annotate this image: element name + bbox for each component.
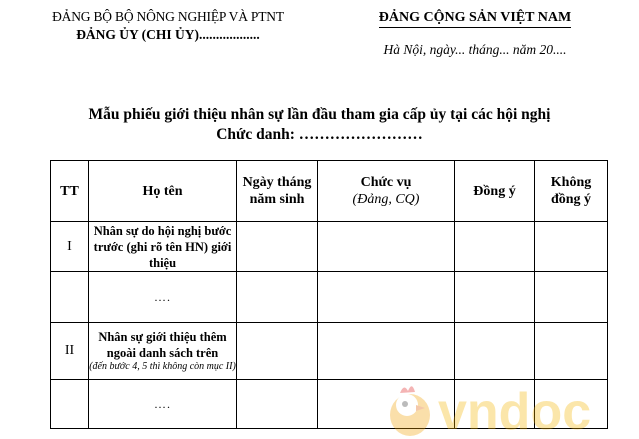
birth-date-cell	[237, 323, 318, 380]
header-position-label: Chức vụ	[360, 175, 412, 190]
disagree-cell	[535, 323, 608, 380]
header-position	[318, 161, 455, 222]
table-row	[51, 272, 608, 323]
birth-date-cell	[237, 272, 318, 323]
form-title	[0, 105, 639, 145]
agree-cell	[455, 222, 535, 272]
nominee-note: (đến bước 4, 5 thì không còn mục II)	[89, 361, 236, 372]
disagree-cell	[535, 272, 608, 323]
agree-cell	[455, 272, 535, 323]
party-committee-name: ĐẢNG BỘ BỘ NÔNG NGHIỆP VÀ PTNT	[52, 9, 284, 24]
agree-cell	[455, 323, 535, 380]
national-heading	[340, 8, 610, 58]
disagree-cell	[535, 222, 608, 272]
position-cell	[318, 222, 455, 272]
party-name: ĐẢNG CỘNG SẢN VIỆT NAM	[379, 9, 571, 28]
row-number	[51, 272, 89, 323]
header-agree: Đồng ý	[455, 161, 535, 222]
header-tt: TT	[51, 161, 89, 222]
row-number: I	[51, 222, 89, 272]
row-number	[51, 380, 89, 429]
birth-date-cell	[237, 380, 318, 429]
issuing-organization	[18, 8, 318, 44]
row-number: II	[51, 323, 89, 380]
table-row	[51, 222, 608, 272]
nominee-cell: ….	[89, 272, 237, 323]
watermark-text: vndoc	[438, 383, 592, 439]
chicken-mascot-icon	[390, 386, 430, 436]
position-cell	[318, 272, 455, 323]
header-full-name: Họ tên	[89, 161, 237, 222]
table-header-row	[51, 161, 608, 222]
nominee-cell: Nhân sự do hội nghị bước trước (ghi rõ tên HN) giới thiệu	[89, 222, 237, 272]
table-row	[51, 323, 608, 380]
watermark-logo	[378, 375, 628, 439]
header-position-sub: (Đảng, CQ)	[352, 192, 420, 207]
form-title-main: Mẫu phiếu giới thiệu nhân sự lần đầu tham gia cấp ủy tại các hội nghị	[88, 106, 551, 123]
place-date: Hà Nội, ngày... tháng... năm 20....	[383, 42, 567, 57]
birth-date-cell	[237, 222, 318, 272]
position-line: Chức danh: ……………………	[216, 126, 423, 143]
nominee-cell	[89, 323, 237, 380]
nominee-cell: ….	[89, 380, 237, 429]
position-cell	[318, 323, 455, 380]
header-disagree: Không đồng ý	[535, 161, 608, 222]
header-birth-date: Ngày tháng năm sinh	[237, 161, 318, 222]
nominee-text: Nhân sự giới thiệu thêm ngoài danh sách trên	[98, 330, 227, 360]
committee-unit-name: ĐẢNG ỦY (CHI ỦY)..................	[76, 27, 260, 42]
